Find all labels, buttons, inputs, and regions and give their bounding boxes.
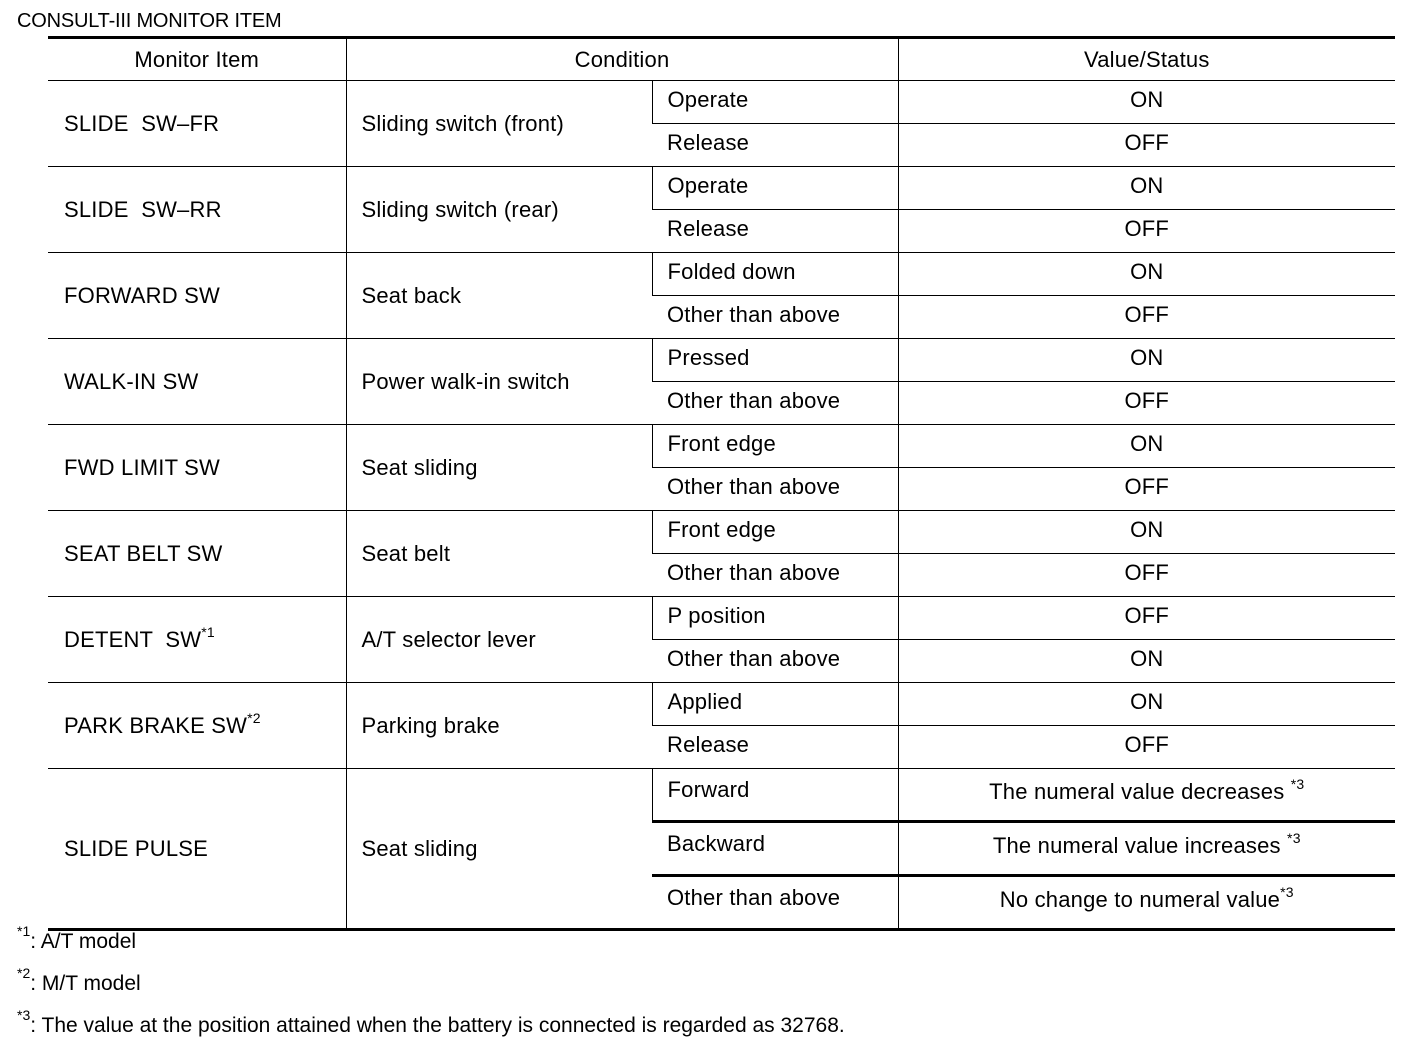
table-header-row xyxy=(48,38,1395,81)
sub-condition-cell: P position xyxy=(652,597,898,640)
table-row xyxy=(48,167,1395,210)
sub-condition-cell: Release xyxy=(652,726,898,769)
sub-condition-cell: Other than above xyxy=(652,468,898,511)
value-status-text: ON xyxy=(1130,173,1164,198)
footnote-ref: *3 xyxy=(1290,776,1305,792)
value-status-cell xyxy=(898,597,1395,640)
value-status-cell xyxy=(898,253,1395,296)
sub-condition-cell: Front edge xyxy=(652,425,898,468)
value-status-cell xyxy=(898,511,1395,554)
table-row xyxy=(48,769,1395,822)
value-status-cell xyxy=(898,339,1395,382)
value-status-cell xyxy=(898,726,1395,769)
condition-cell: Seat back xyxy=(346,253,652,339)
value-status-cell xyxy=(898,554,1395,597)
footnote-ref: *3 xyxy=(1280,884,1294,900)
value-status-text: ON xyxy=(1130,87,1164,112)
value-status-text: OFF xyxy=(1124,560,1170,585)
value-status-text: OFF xyxy=(1124,302,1170,327)
footnote xyxy=(17,1007,845,1052)
value-status-text: OFF xyxy=(1124,474,1170,499)
value-status-text: The numeral value decreases xyxy=(989,779,1291,804)
monitor-item-label: SLIDE SW–FR xyxy=(64,110,220,136)
footnote-text: : The value at the position attained when the battery is connected is regarded as 32768. xyxy=(30,1014,845,1037)
sub-condition-cell: Operate xyxy=(652,167,898,210)
value-status-cell xyxy=(898,124,1395,167)
monitor-item-label: SLIDE PULSE xyxy=(64,835,209,861)
header-monitor-item: Monitor Item xyxy=(48,38,346,81)
condition-cell: Seat sliding xyxy=(346,425,652,511)
value-status-text: ON xyxy=(1130,646,1164,671)
condition-cell: Sliding switch (rear) xyxy=(346,167,652,253)
sub-condition-cell: Backward xyxy=(652,822,898,876)
table-row xyxy=(48,81,1395,124)
monitor-item-cell xyxy=(48,769,346,930)
monitor-item-cell xyxy=(48,425,346,511)
sub-condition-cell: Folded down xyxy=(652,253,898,296)
footnote-mark: *3 xyxy=(17,1007,31,1023)
value-status-cell xyxy=(898,167,1395,210)
value-status-text: OFF xyxy=(1124,216,1170,241)
sub-condition-cell: Release xyxy=(652,124,898,167)
condition-cell: A/T selector lever xyxy=(346,597,652,683)
monitor-item-label: SLIDE SW–RR xyxy=(64,196,222,222)
value-status-text: OFF xyxy=(1124,732,1170,757)
value-status-cell xyxy=(898,210,1395,253)
footnote-mark: *1 xyxy=(17,923,31,939)
page-title: CONSULT-III MONITOR ITEM xyxy=(17,10,282,32)
sub-condition-cell: Forward xyxy=(652,769,898,822)
value-status-cell xyxy=(898,769,1395,822)
table-row xyxy=(48,425,1395,468)
header-condition: Condition xyxy=(346,38,898,81)
header-value-status: Value/Status xyxy=(898,38,1395,81)
sub-condition-cell: Other than above xyxy=(652,382,898,425)
footnote xyxy=(17,923,845,968)
footnotes xyxy=(17,923,845,1052)
table-row xyxy=(48,339,1395,382)
table-row xyxy=(48,683,1395,726)
monitor-item-label: PARK BRAKE SW xyxy=(64,712,248,738)
value-status-cell xyxy=(898,296,1395,339)
table-row xyxy=(48,253,1395,296)
condition-cell: Sliding switch (front) xyxy=(346,81,652,167)
value-status-text: OFF xyxy=(1124,603,1170,628)
condition-cell: Parking brake xyxy=(346,683,652,769)
table-row xyxy=(48,597,1395,640)
value-status-cell xyxy=(898,81,1395,124)
value-status-text: OFF xyxy=(1124,388,1170,413)
value-status-cell xyxy=(898,425,1395,468)
sub-condition-cell: Other than above xyxy=(652,640,898,683)
sub-condition-cell: Other than above xyxy=(652,554,898,597)
condition-cell: Power walk-in switch xyxy=(346,339,652,425)
monitor-item-label: WALK-IN SW xyxy=(64,368,199,394)
footnote-text: : A/T model xyxy=(30,930,137,953)
monitor-item-label: SEAT BELT SW xyxy=(64,540,223,566)
value-status-cell xyxy=(898,640,1395,683)
sub-condition-cell: Release xyxy=(652,210,898,253)
monitor-item-cell xyxy=(48,253,346,339)
value-status-text: ON xyxy=(1130,431,1164,456)
sub-condition-cell: Operate xyxy=(652,81,898,124)
monitor-item-cell xyxy=(48,597,346,683)
monitor-item-label: FORWARD SW xyxy=(64,282,220,308)
footnote-ref: *1 xyxy=(201,623,215,640)
sub-condition-cell: Front edge xyxy=(652,511,898,554)
value-status-cell xyxy=(898,876,1395,930)
monitor-item-cell xyxy=(48,683,346,769)
value-status-cell xyxy=(898,822,1395,876)
sub-condition-cell: Pressed xyxy=(652,339,898,382)
value-status-cell xyxy=(898,683,1395,726)
monitor-item-cell xyxy=(48,167,346,253)
condition-cell: Seat belt xyxy=(346,511,652,597)
value-status-text: OFF xyxy=(1124,130,1170,155)
monitor-table xyxy=(48,36,1395,931)
value-status-text: ON xyxy=(1130,517,1164,542)
footnote-ref: *3 xyxy=(1287,830,1301,846)
monitor-item-cell xyxy=(48,511,346,597)
monitor-item-label: FWD LIMIT SW xyxy=(64,454,220,480)
monitor-item-cell xyxy=(48,81,346,167)
value-status-text: ON xyxy=(1130,259,1164,284)
footnote xyxy=(17,965,845,1010)
monitor-item-label: DETENT SW xyxy=(64,626,202,652)
footnote-ref: *2 xyxy=(247,709,261,726)
footnote-text: : M/T model xyxy=(30,972,141,995)
value-status-cell xyxy=(898,382,1395,425)
sub-condition-cell: Applied xyxy=(652,683,898,726)
monitor-item-cell xyxy=(48,339,346,425)
value-status-text: ON xyxy=(1130,345,1164,370)
value-status-text: No change to numeral value xyxy=(999,887,1281,912)
sub-condition-cell: Other than above xyxy=(652,876,898,930)
footnote-mark: *2 xyxy=(17,965,31,981)
value-status-text: The numeral value increases xyxy=(992,833,1288,858)
value-status-text: ON xyxy=(1130,689,1164,714)
sub-condition-cell: Other than above xyxy=(652,296,898,339)
table-row xyxy=(48,511,1395,554)
condition-cell: Seat sliding xyxy=(346,769,652,930)
value-status-cell xyxy=(898,468,1395,511)
